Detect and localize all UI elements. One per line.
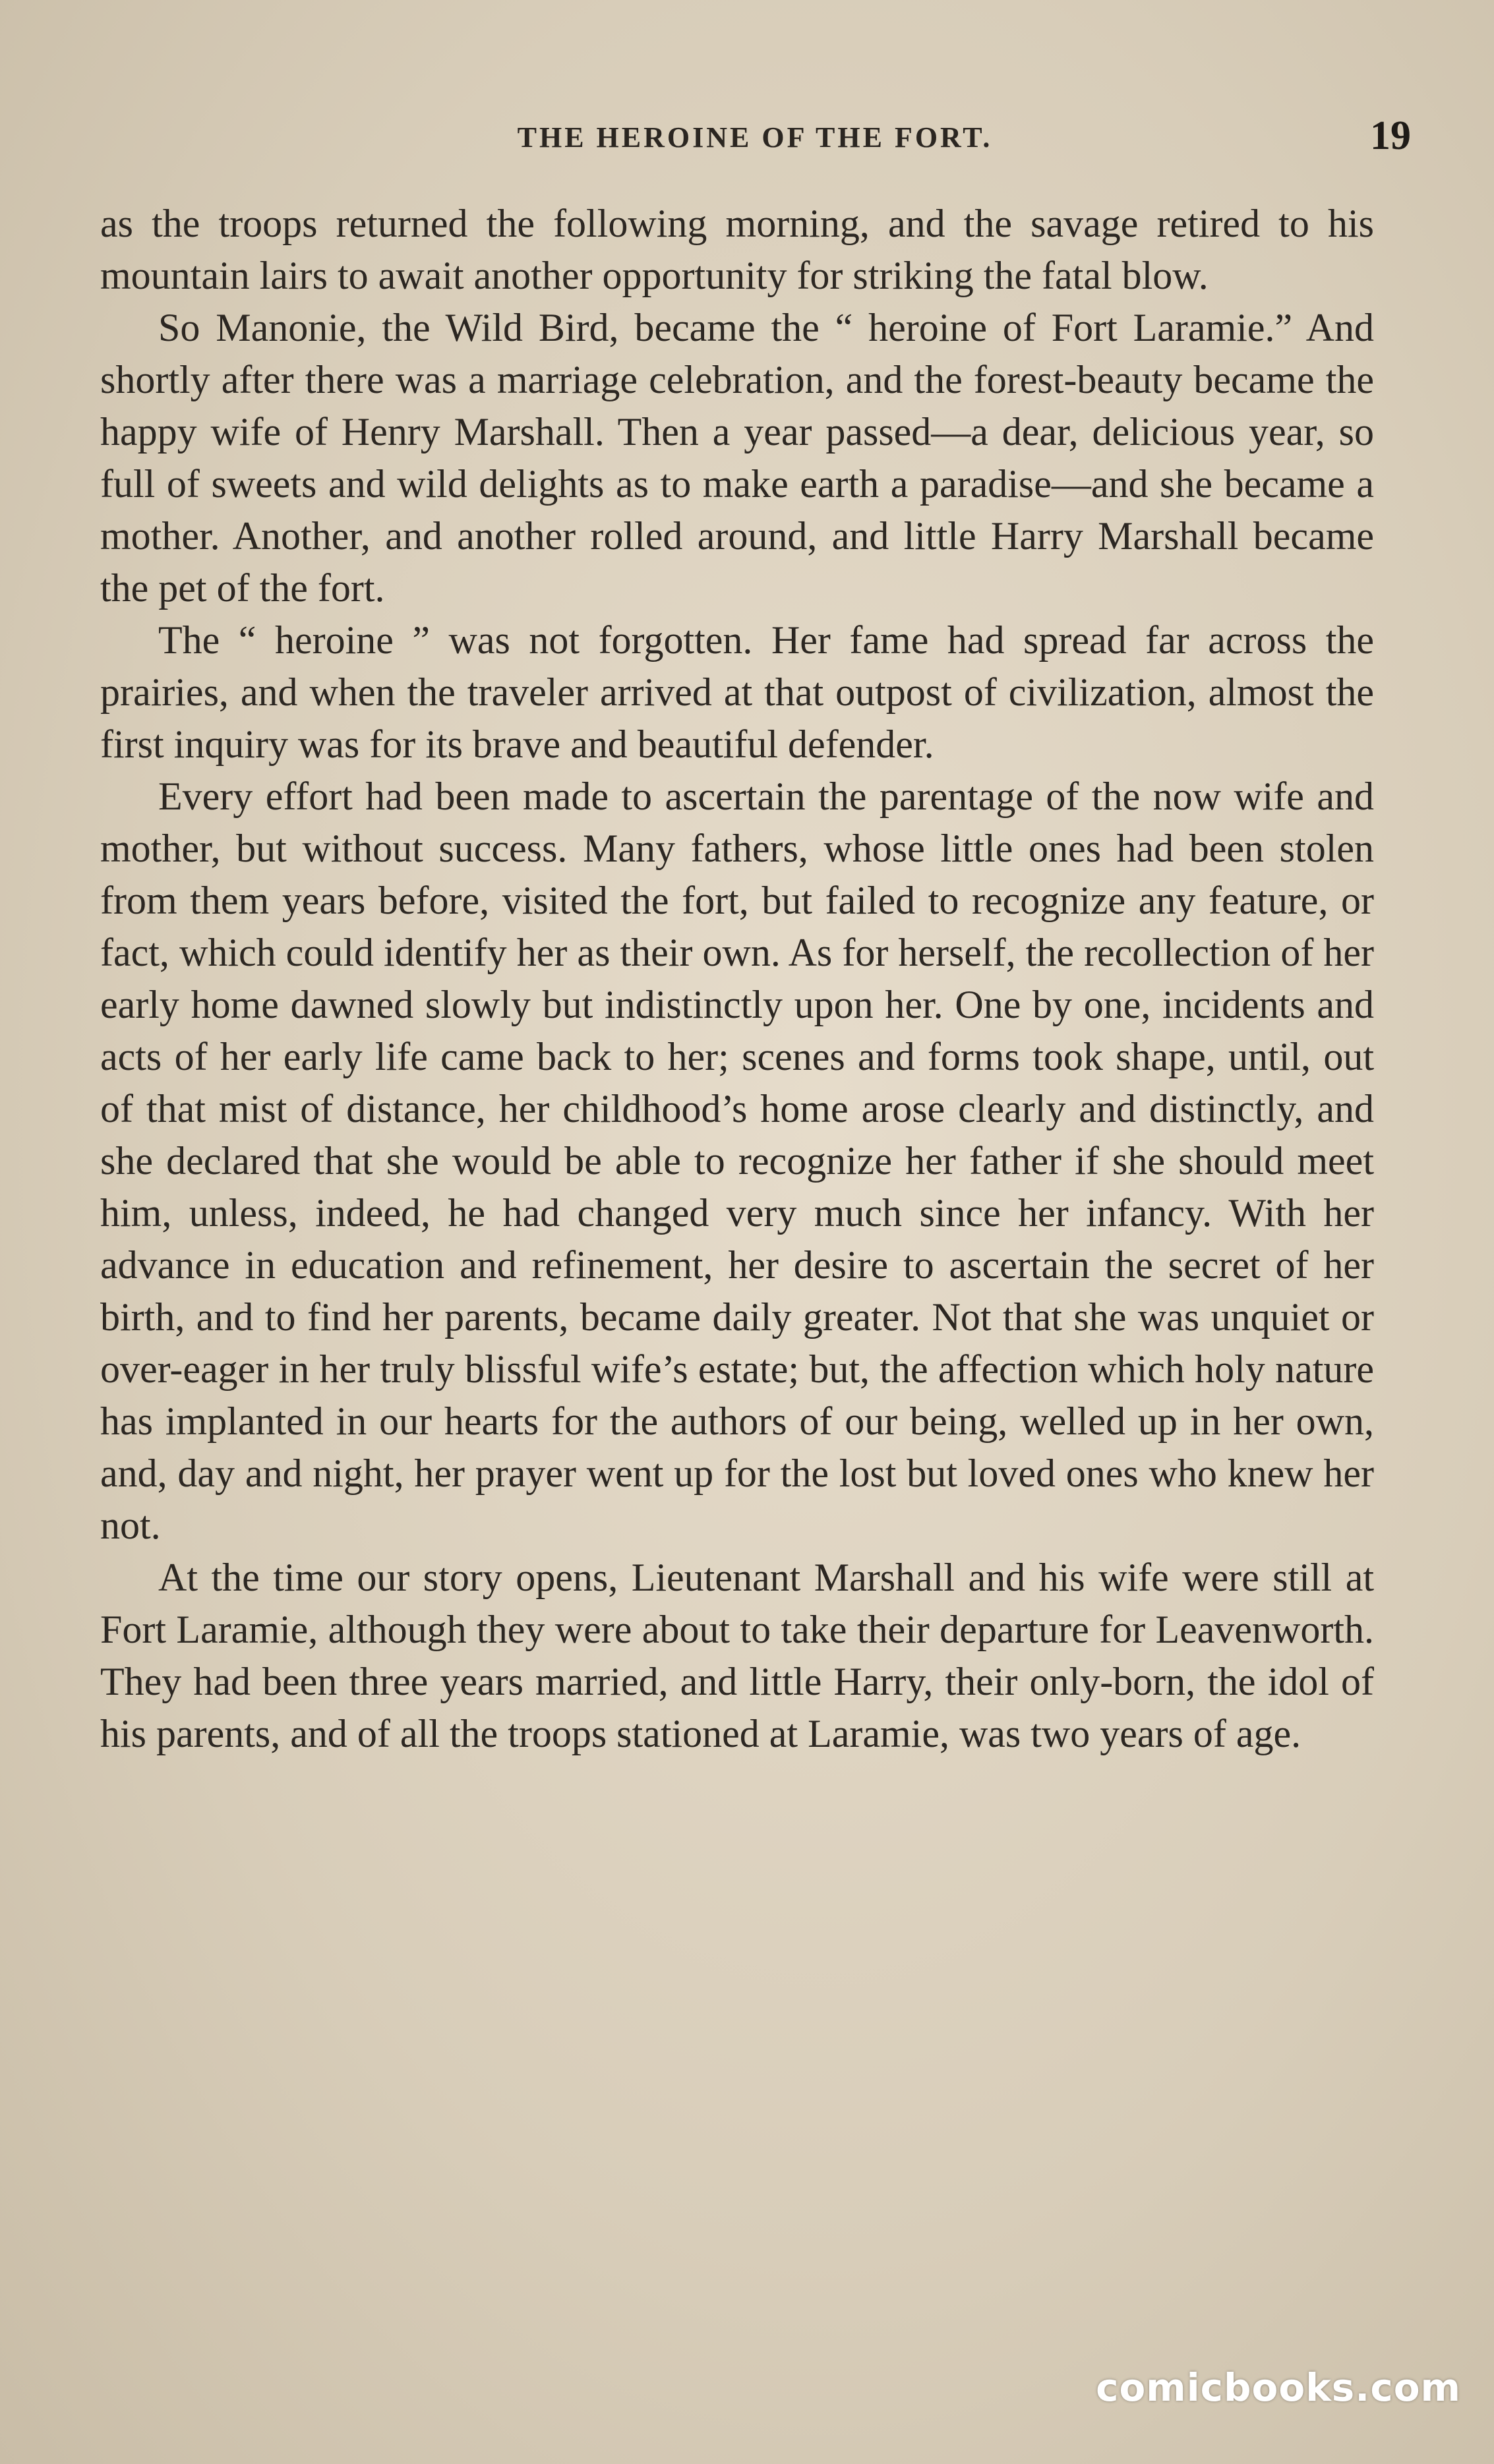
paragraph-3: The “ heroine ” was not forgotten. Her fame had spread far across the prairies, and when the traveler arrived at that outpost of civilization, almost the first inquiry was for its brave and beautiful defender. [100, 618, 1374, 766]
paragraph-2: So Manonie, the Wild Bird, became the “ heroine of Fort Laramie.” And shortly after there was a marriage celebration, and the forest-beauty became the happy wife of Henry Marshall. Then a year passed—a dear, delicious year, so full of sweets and wild delights as to make earth a paradise—and she became a mother. Another, and another rolled around, and little Harry Marshall became the pet of the fort. [100, 306, 1374, 610]
paragraph-4: Every effort had been made to ascertain the parentage of the now wife and mother, but without success. Many fathers, whose little ones had been stolen from them years before, visited the fort, but failed to recognize any feature, or fact, which could identify her as their own. As for herself, the recollection of her early home dawned slowly but indistinctly upon her. One by one, incidents and acts of her early life came back to her; scenes and forms took shape, until, out of that mist of distance, her childhood’s home arose clearly and distinctly, and she declared that she would be able to recognize her father if she should meet him, unless, indeed, he had changed very much since her infancy. With her advance in education and refinement, her desire to ascertain the secret of her birth, and to find her parents, became daily greater. Not that she was unquiet or over-eager in her truly blissful wife’s estate; but, the affection which holy nature has implanted in our hearts for the authors of our being, welled up in her own, and, day and night, her prayer went up for the lost but loved ones who knew her not. [100, 775, 1374, 1547]
running-head [99, 109, 1411, 175]
paragraph-5: At the time our story opens, Lieutenant Marshall and his wife were still at Fort Laramie, although they were about to take their departure for Leavenworth. They had been three years married, and little Harry, their only-born, the idol of his parents, and of all the troops stationed at Laramie, was two years of age. [100, 1556, 1374, 1755]
running-title: THE HEROINE OF THE FORT. [517, 121, 993, 154]
paragraph-1: as the troops returned the following morning, and the savage retired to his mountain lairs to await another opportunity for striking the fatal blow. [100, 202, 1374, 297]
watermark: comicbooks.com [1096, 2365, 1461, 2410]
page-number: 19 [1370, 113, 1411, 158]
body-text [100, 198, 1374, 1760]
